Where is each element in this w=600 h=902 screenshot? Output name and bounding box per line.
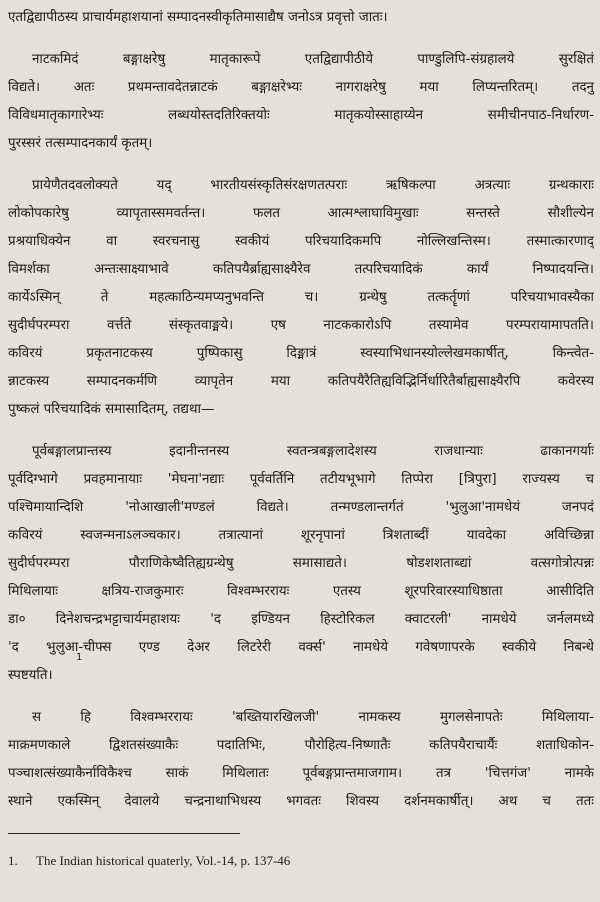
text-line: कविरयं प्रकृतनाटकस्य पुष्पिकासु दिङ्मात्रं स्वस्याभिधानस्योल्लेखमकार्षीत्, किन्त्वेत- (8, 346, 594, 361)
text-line: माक्रमणकाले द्विशतसंख्याकैः पदातिभिः, पौरोहित्य-निष्णातैः कतिपयैराचार्यैः शताधिकोन- (8, 738, 594, 753)
text-line: विविधमातृकागारेभ्यः लब्धयोस्तदतिरिक्तयोः मातृकयोस्साहाय्येन समीचीनपाठ-निर्धारण- (8, 108, 594, 123)
footnote (8, 852, 588, 870)
text-line: मिथिलायाः क्षत्रिय-राजकुमारः विश्वम्भररायः एतस्य शूरपरिवारस्याधिष्ठाता आसीदिति (8, 584, 594, 599)
text-line: स्पष्टयति। (8, 668, 53, 683)
text-line: प्रश्रयाधिक्येन वा स्वरचनासु स्वकीयं परिचयादिकमपि नोल्लिखन्तिस्म। तस्मात्कारणाद् (8, 234, 594, 249)
text-line: न्नाटकस्य सम्पादनकर्मणि व्यापृतेन मया कतिपयैरैतिह्यविद्भिर्निर्धारितैर्बाह्यसाक्ष्यैरपि कवेरस्य (8, 374, 594, 389)
footnote-marker: 1 (76, 652, 83, 663)
text-line: डा० दिनेशचन्द्रभट्टाचार्यमहाशयः 'द इण्डियन हिस्टोरिकल क्वाटरली' नामधेये जर्नलमध्ये (8, 612, 594, 627)
text-line: सुदीर्घपरम्परा पौराणिकेष्वैतिह्यग्रन्थेषु समासाद्यते। षोडशशताब्द्यां वत्सगोत्रोत्पन्नः (8, 556, 594, 571)
text-line: नाटकमिदं बङ्गाक्षरेषु मातृकारूपे एतद्विद्यापीठीये पाण्डुलिपि-संग्रहालये सुरक्षितं (32, 52, 594, 67)
text-line: पश्चिमायान्दिशि 'नोआखाली'मण्डलं विद्यते। तन्मण्डलान्तर्गतं 'भुलुआ'नामधेयं जनपदं (8, 500, 594, 515)
text-line: पुष्कलं परिचयादिकं समासादितम्, तद्यथा— (8, 402, 215, 417)
text-line: विद्यते। अतः प्रथमन्तावदेतन्नाटकं बङ्गाक्षरेभ्यः नागराक्षरेषु मया लिप्यन्तरितम्। तदनु (8, 80, 594, 95)
text-line: लोकोपकारेषु व्यापृतास्समवर्तन्त। फलत आत्मश्लाघाविमुखाः सन्तस्ते सौशील्येन (8, 206, 594, 221)
text-line: कविरयं स्वजन्मनाऽलञ्चकार। तत्रात्यानां शूरनृपानां त्रिशताब्दीं यावदेका अविच्छिन्ना (8, 528, 594, 543)
text-line: पूर्वबङ्गालप्रान्तस्य इदानीन्तनस्य स्वतन्त्रबङ्गलादेशस्य राजधान्याः ढाकानगर्याः (32, 444, 594, 459)
text-line: प्रायेणैतदवलोक्यते यद् भारतीयसंस्कृतिसंरक्षणतत्पराः ऋषिकल्पा अत्रत्याः ग्रन्थकाराः (32, 178, 594, 193)
footnote-text: The Indian historical quaterly, Vol.-14, p. 137-46 (36, 853, 291, 868)
text-line: स हि विश्वम्भररायः 'बख्तियारखिलजी' नामकस्य मुगलसेनापतेः मिथिलाया- (32, 710, 594, 725)
text-line: पूर्वदिग्भागे प्रवहमानायाः 'मेघना'नद्याः पूर्ववर्तिनि तटीयभूभागे तिप्पेरा [त्रिपुरा] राज्यस्य च (8, 472, 594, 487)
text-line: 'द भुलुआ-चीफ्स एण्ड देअर लिटरेरी वर्क्स' नामधेये गवेषणापरके स्वकीये निबन्धे (8, 640, 594, 655)
text-line: पञ्चाशत्संख्याकैर्नाविकैश्च साकं मिथिलातः पूर्वबङ्गप्रान्तमाजगाम। तत्र 'चित्तगंज' नामके (8, 766, 594, 781)
text-line: स्थाने एकस्मिन् देवालये चन्द्रनाथाभिधस्य भगवतः शिवस्य दर्शनमकार्षीत्। अथ च ततः (8, 794, 594, 809)
text-line: विमर्शका अन्तःसाक्ष्याभावे कतिपयैर्ब्राह्यसाक्ष्यैरेव तत्परिचयादिकं कार्यं निष्पादयन्ति। (8, 262, 594, 277)
text-line: पुरस्सरं तत्सम्पादनकार्यं कृतम्। (8, 136, 153, 151)
footnote-number: 1. (8, 853, 18, 868)
text-line: एतद्विद्यापीठस्य प्राचार्यमहाशयानां सम्पादनस्वीकृतिमासाद्यैष जनोऽत्र प्रवृत्तो जातः। (8, 10, 388, 25)
text-line: कार्येऽस्मिन् ते महत्काठिन्यमप्यनुभवन्ति च। ग्रन्थेषु तत्कर्तॄणां परिचयाभावस्यैका (8, 290, 594, 305)
text-line: सुदीर्घपरम्परा वर्त्तते संस्कृतवाङ्मये। एष नाटककारोऽपि तस्यामेव परम्परायामापतति। (8, 318, 594, 333)
footnote-rule (8, 833, 240, 834)
